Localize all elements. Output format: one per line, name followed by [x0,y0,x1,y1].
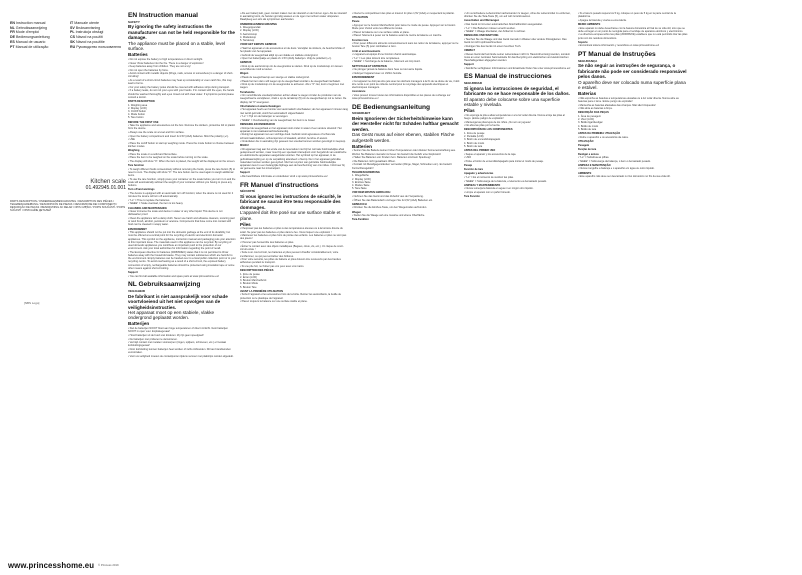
part-item: 1. Área de pesagem [578,115,601,119]
part-item: 5. Botón de tara [464,144,483,148]
body-line: • Não exponha as baterias a temperaturas elevadas ou à luz solar directa. Nunca atire as baterias para o lume. Existe perigo de explosão! [578,97,688,103]
heading-securite: SÉCURITÉ [240,189,256,194]
subheading: Desligar e avisos [578,152,599,156]
body-line: • No abra las pilas por la fuerza. [464,124,572,127]
heading-safety: SAFETY [128,19,140,24]
body-line: • Never throw batteries into the fire. There is a danger of explosion! [128,62,236,65]
lead-text-pt: Se não seguir as instruções de segurança, o fabricante não pode ser considerado responsável pelos danos. [578,63,687,80]
subheading: Uitschakelen en waarschuwingen [240,104,281,108]
section-title-de: DE Bedienungsanleitung [352,103,431,111]
body-line: • Saque el aparato y los accesorios de la caja. [464,153,572,156]
lead-text-de-2: Das Gerät muss auf einer ebenen, stabilen Fläche aufgestellt werden. [352,132,455,143]
part-item: 5. Tare button [128,116,144,120]
body-line: • Plaats het item dat u wilt wegen op de weegschaal voordat u de weegschaal inschakelt. [240,80,348,83]
part-item: 3. Ein/Aus-Taste [352,180,371,184]
body-line: • Houd batterijen uit de buurt van kinderen. Zij zijn geen speelgoed! [128,334,236,337]
subheading: Wiegen [352,210,362,214]
subheading: ANTES DA PRIMEIRA UTILIZAÇÃO [578,132,621,136]
body-line: • Este aparelho não deve ser descartado no lixo doméstico no fim da sua vida útil. [578,175,688,178]
part-item: 3. On/Off button [128,110,147,114]
subheading: BEFORE THE FIRST USE [128,120,159,124]
product-model: 01.492945.01.001 [85,184,126,191]
subheading: GEBRAUCH [352,202,367,206]
subheading: Apagado y advertencias [464,172,494,176]
body-line: • Reinig het apparaat met een vochtige doek. Gebruik nooit agressieve of schurende schoonmaakmiddelen, schuursponzen of staalwol, alcohol, benzine of aceton. [240,133,348,139]
body-line: • Avoid contact with metallic objects (Rings, nails, screws or somewhere) is a danger of short-circuiting! [128,72,236,78]
body-line: • "EEEE" = Sobrecarga da balança, o item é demasiado pesado. [578,160,688,163]
body-line: • To weigh different foods consecutively without removing the foods, press the tare button (5) to reset to zero. The display will show "0". The tare button can be used again to weigh additional items. [128,168,236,178]
subheading: ONDERDELENBESCHRIJVING [240,22,277,26]
subheading: MEDIO AMBIENTE [578,23,601,26]
body-line: • USE [128,138,236,141]
part-item: 1. Weighing area [128,103,148,107]
product-title: Kitchen scale [90,179,126,185]
body-line: • Nunca sumerja la báscula en agua ni en ningún otro líquido. [464,187,572,190]
part-item: 4. Modus-Taste [352,184,370,188]
body-line: • N'ouvrez pas l'ensemble des batteries et piles. [240,241,348,244]
body-line: • De batterijen niet proberen te demonteren. [128,338,236,341]
part-item: 4. Modusknop [240,35,256,39]
baterias-heading: Baterias [578,91,597,97]
cover-strip [0,0,126,575]
body-line: • If a battery leaks, do not rub your eyes with your hands. If in contact with the eyes, the hands should be washed thoroughly and eyes rinsed out with clear water. If symptoms persist please consult a doctor. [128,89,236,99]
subheading: Soporte [578,40,588,44]
subheading: Support [240,171,250,175]
subheading: UTILIZAÇÃO [578,139,594,143]
part-item: 3. Aan/uit-knop [240,32,257,36]
subheading: AMBIENTE [578,171,592,175]
subheading: DESCRIPTION DES PIÈCES [240,269,274,273]
subheading: ENVIRONMENT [128,227,147,231]
body-line: • "EEEE" = Waage überlastet, der Artikel ist zu schwer. [464,30,572,33]
body-line: • Vermijd contact met metalen voorwerpen (ringen, spijkers, schroeven, etc.) er bestaat kortsluitingsgevaar! [128,341,236,347]
lead-text-fr: Si vous ignorez les instructions de sécurité, le fabricant ne saurait être tenu responsable des dommages. [240,194,342,210]
subheading: Assistance [352,90,366,94]
part-item: 2. Pantalla (LCD) [464,135,484,139]
body-line: • Always use the scale on a level and firm surface. [128,131,236,134]
body-line: • This appliance should not be put into the domestic garbage at the end of its durability, but must be offered at a central point for the recycling of electric and electronic domestic appliances. This symbol on the appliance, instruction manual and packaging puts your attention to this important issue. The materials used in this appliance can be recycled. By recycling of used domestic appliances you contribute an important push to the protection of our environment. Ask your local authorities for information regarding the point of recall. [128,231,236,250]
part-item: 4. Bouton Mode [240,282,258,286]
lead-text: By ignoring the safety instructions the manufacturer can not be held responsible for the damage. [128,24,235,41]
body-line[interactable]: • Alle beschikbare informatie en onderdelen vindt u op www.princesshome.eu! [240,175,348,178]
column-en [128,12,236,567]
body-line[interactable]: • Encontrará toda la información y recambios en www.princesshome.eu! [578,44,688,47]
body-line: • Dompel de weegschaal en het apparaat nooit onder in water of een andere vloeistof. Het apparaat is niet vaatwasmachinebestendig. [240,127,348,133]
column-es-pt [578,12,688,567]
section-title-pt: PT Manual de Instruções [578,50,656,58]
body-line: • Mantenga las pilas lejos de los niños. ¡No son un juguete! [464,121,572,124]
body-line: • No exponga la pila a altas temperaturas o a la luz solar directa. Nunca arroje las pilas al fuego. ¡Existe peligro de explosión! [464,114,572,120]
subheading: VOOR HET EERSTE GEBRUIK [240,43,277,47]
heading-veiligheid: VEILIGHEID [128,288,146,293]
subheading: Função de tara [578,148,597,152]
lead-text-pt-2: O aparelho deve ser colocado numa superfície plana e estável. [578,79,686,91]
body-line: • Stellen Sie die Waage auf eine massive und ebene Oberfläche. [352,214,460,217]
batterijen-heading: Batterijen [128,321,150,327]
subheading: TEILEBESCHREIBUNG [352,170,380,174]
body-line: • "EEEE" = Sobrecarga de la báscula, el elemento es demasiado pesado. [464,180,572,183]
piles-heading: Piles [240,221,251,227]
pilas-heading: Pilas [464,108,475,114]
body-line: • Placez la balance sur une surface solide et plane. [352,31,460,34]
part-item: 5. Bouton Tare [240,285,257,289]
body-line: • "Lo" = Les piles doivent être remplacées. [352,57,460,60]
body-line: • Als een batterij lekt, geen contact maken met de vloeistof en de huid en ogen. Als de vloeistof in aanraking komt, de handen grondig wassen en de ogen met schoon water uitspoelen. Raadpleeg een arts als symptomen aanhouden. [240,12,348,22]
section-title-fr: FR Manuel d'instructions [240,181,319,189]
body-line: • Placez toujours la balance sur une surface stable et plane. [240,300,348,303]
body-line: • "Lo" = Substitua as pilhas. [578,156,688,159]
subheading: MILIEU [240,144,249,148]
lead-text-nl-2: Het apparaat moet op een stabiele, vlakke ondergrond geplaatst worden. [128,309,215,321]
subheading: CLEANING AND MAINTENANCE [128,206,167,210]
body-line: • Kontakt mit Metallgegenständen vermeiden (Ringe, Nägel, Schrauben etc.). Es besteht Kurzschlussgefahr! [352,163,460,169]
subheading: GEBRUIK [240,61,252,65]
subheading: ANTES DEL PRIMER USO [464,149,496,153]
subheading: Arrêt et avertissements [352,49,381,53]
lead-text-es-2: El aparato debe colocarse sobre una superficie estable y nivelada. [464,96,561,108]
body-line: • Voor uw veiligheid moeten de contactpunten tijdens vervoer met plakstrips worden afgedekt. [128,355,236,358]
body-line: • Cet appareil ne doit pas être jeté avec les déchets ménagers à la fin de sa durée de vie, il doit être remis à un point de collecte central pour le recyclage des appareils électriques et électroniques ménagers. [352,80,460,90]
nbs-logo: [NBS Logo] [24,301,40,305]
body-line: • Sortez l'appareil et les accessoires hors de la boîte. Retirez les autocollants, la feuille de protection ou le plastique de l'appareil. [240,293,348,299]
body-line: • "EEEE" = Overbelasting van de weegschaal, het item is te zwaar. [240,119,348,122]
subheading: DESCRIPCIÓN DE LOS COMPONENTES [464,128,513,132]
body-line: • Limpie el aparato con un paño húmedo. [464,191,572,194]
subheading: LIMPEZA E MANUTENÇÃO [578,163,611,167]
body-line: • Open the battery compartment and insert 2x1.5V (AAA) batteries. Mind the polarity (+/-). [128,135,236,138]
body-line: • Place the scale on a solid and flat surface. [128,153,236,156]
part-item: 2. Display (LCD) [128,106,147,110]
body-line: • Druk op de aan/uit-knop om de weegmodus te starten. Druk op de modusknop om tussen verschillende modi te kiezen. [240,65,348,71]
subheading: Wegen [240,72,249,76]
body-line: • Never immerse the scale and device in water or any other liquid. This device is not dishwasher proof. [128,210,236,216]
body-line: • Clean the appliance with a damp cloth. Never use harsh and abrasive cleaners, scouring pad or wool brush, alcohol, petroleum or acetone. Components that have come into contact with food can be cleaned in soapy water. [128,217,236,227]
heading-seguridad: SEGURIDAD [464,80,483,85]
part-item: 4. Botão de modo [578,124,599,128]
body-line: • "Lo" = Time to replace the batteries. [128,199,236,202]
body-line: • Nunca mergulhe a balança e o aparelho em água ou outro líquido. [578,167,688,170]
body-line: • "Lo" = Die Batterien müssen ersetzt werden. [464,27,572,30]
part-item: 2. Display (LCD) [240,29,259,33]
body-line: • Do not expose the battery to high temperatures or direct sunlight. [128,58,236,61]
part-item: 1. Wiegefläche [352,174,369,178]
body-line: • N'exposez pas les batteries et piles à des températures élevées ou à la lumière directe du soleil. Ne jetez pas les batteries et piles dans le feu. Vous risquez une explosion ! [240,227,348,233]
subheading: DESCRIÇÃO DAS PEÇAS [578,111,609,115]
body-line: • Das Gerät ist mit einer automatischen Abschaltfunktion ausgestattet. [464,23,572,26]
body-line: • L'appareil est équipé d'une fonction d'arrêt automatique. [352,53,460,56]
body-line: • "EEEE" = Surcharge de la balance, l'élément est trop lourd. [352,60,460,63]
body-line: • Este aparato no debe desecharse con la basura doméstica al final de su vida útil, sino que se debe entregar en un punto de recogida para el reciclaje de aparatos eléctricos y electrónicos. [578,27,688,33]
body-line: • Stel de batterijen NOOIT bloot aan hoge temperaturen of direct zonlicht. Gooi batterijen NOOIT in open vuur. Explosiegevaar! [128,327,236,333]
subheading: Pesaje [464,164,473,168]
part-item: 4. Botón de modo [464,141,485,145]
body-line: • Om verschillende voedselproducten achter elkaar te wegen zonder de producten van de weegschaal te verwijderen, drukt u op de tarraknop (5) om de weegschaal op nul te zetten. De display zal "0" weergeven. [240,94,348,104]
subheading: Ausschalten und Warnungen [464,19,500,23]
subheading: REINIGUNG UND WARTUNG [464,34,499,38]
body-line: • Setzen Sie die Batterie keinen hohen Temperaturen oder direkter Sonneneinstrahlung aus. Werfen Sie Batterien niemals ins Feuer. Es besteht die Gefahr einer Explosion! [352,149,460,155]
subheading: VOR DEM ERSTEN GEBRAUCH [352,191,391,195]
column-de-es [464,12,572,567]
body-line: • Placez l'élément à peser sur la balance avant de mettre la balance en marche. [352,34,460,37]
body-line: • The European directive for batteries (2006/66/EC) states that it is not permitted to throw batteries away with the household waste. They may contain substances which are harmful to the environment. Empty batteries can be handed over to a local public collection point or to your recycling centre. To avoid overheating as a result of a short-circuit, the exposed battery connectors of empty, rechargeable batteries should be protected using insulation tape or some other means against short-circuiting. [128,251,236,270]
body-line[interactable]: • Vous pouvez trouver toutes les informations disponibles et les pièces de rechange sur www.princesshome.eu ! [352,94,460,100]
copyright: © Princess 2019 [98,563,119,567]
subheading: Support [464,63,474,67]
lead-text-nl: De fabrikant is niet aansprakelijk voor schade voortvloeiend uit het niet opvolgen van de veiligheidsinstructies. [128,293,228,310]
section-title-nl: NL Gebruiksaanwijzing [128,281,201,289]
body-line[interactable]: • Sämtliche verfügbaren Informationen und Ersatzteile finden Sie unter www.princesshome.eu! [464,67,572,70]
body-line: • Si el tara lo pesado supera los 5 kg, coloque un peso de 5 kg en la parte central de la plataforma. [578,12,688,18]
subheading: Fonction tare [352,38,369,42]
column-nl-fr [240,12,348,567]
body-line: • Pour peser différents aliments consécutivement sans les retirer de la balance, appuyez sur le bouton Tare (5) pour réinitialiser à zéro. [352,42,460,48]
body-line: • For your safety the battery poles should be covered with adhesive strips during transport. [128,86,236,89]
body-line: • Reinigen Sie das Gerät mit einem feuchten Tuch. [464,45,572,48]
subheading: NETTOYAGE ET ENTRETIEN [352,64,387,68]
part-item: 2. Visor (LCD) [578,118,595,122]
part-item: 5. Tarraknop [240,39,255,43]
subheading: Turn off and warnings [128,188,155,192]
subheading: Tara-Funktion [352,218,369,222]
part-item: 3. Botón de encendido/apagado [464,138,501,142]
body-line: • Open het batterijvakje en plaats 2x 1.5V (AAA) batterijen. Volg de polariteit (+/-). [240,57,348,60]
lead-text-es: Si ignora las instrucciones de seguridad, el fabricante no se hace responsable de los daños. [464,85,570,97]
body-line: • Keep batteries away from children. They are not a toy! [128,65,236,68]
subheading: ENVIRONNEMENT [352,75,375,79]
part-item: 3. Bouton Marche/Arrêt [240,279,267,283]
heading-sicherheit: SICHERHEIT [352,111,371,116]
body-line: • Öffnen Sie das Batteriefach und legen Sie 2x1,5V (AAA) Batterien ein. [352,199,460,202]
body-line: • Appuyez sur le bouton Marche/Arrêt pour lancer le mode de pesée. Appuyez sur le bouton Mode pour choisir entre les différents modes. [352,24,460,30]
part-item: 2. Display (LCD) [352,177,371,181]
body-line: • As a result of a short-circuit batteries may heat up considerably or even catch fire, this may lead to burns. [128,79,236,85]
language-index: EN Instruction manual IT Manuale utente NL Gebruiksaanwijzing SV Bruksanvisning FR Mode d'emploi PL Instrukcja obsługi DE Bedienungsanleitung CS Návod na použití ES Manual de usuario SK Návod na použitie PT Manual de utilização RU Руководство пользователя [10,21,121,49]
batteries-heading: Batteries [128,52,148,58]
part-item: 2. Écran (LCD) [240,276,257,280]
part-item: 1. Weegoppervlak [240,26,261,30]
subheading: Support [128,271,138,275]
body-line: • Onderdelen die in aanraking zijn geweest met voedsel kunnen worden gereinigd in zeepsop. [240,140,348,143]
body-line: • Maintenez les batteries et piles hors de portée des enfants. Les batteries et piles ne sont pas des jouets ! [240,234,348,240]
body-line: • Não abra as baterias à força. [578,107,688,110]
part-item: 1. Zona de pesaje [464,132,485,136]
body-line: • Mantenha as baterias afastadas das crianças. Não são brinquedos! [578,104,688,107]
body-line: • Dieses Gerät darf am Ende seiner Lebensdauer nicht im Hausmüll entsorgt werden, sondern muss an einer zentralen Sammelstelle für das Recycling von elektrischen und elektronischen Haushaltsgeräten abgegeben werden. [464,53,572,63]
body-line: • Nettoyez l'appareil avec un chiffon humide. [352,72,460,75]
parts-note: PARTS DESCRIPTION / ONDERDELENBESCHRIJVING / DESCRIPTION DES PIÈCES / TEILEBESCHREIBUNG / DESCRIPCIÓN DE PIEZAS / DESCRIZIONE DEI COMPONENTI / DESCRIÇÃO DE PEÇAS / BESKRIVNING AV DELAR / OPIS CZĘŚCI / POPIS SOUČÁSTÍ / POPIS SÚČASTÍ / ОПИСАНИЕ ДЕТАЛЕЙ [10,200,126,213]
section-title-es: ES Manual de instrucciones [464,73,552,81]
subheading: PARTS DESCRIPTION [128,100,155,104]
body-line: • Plaats de weegschaal op een stevige en vlakke ondergrond. [240,76,348,79]
body-line: • Het apparaat heeft een functie voor automatisch uitschakelen; als het apparaat 2 minuten lang niet wordt gebruikt, wordt het automatisch uitgeschakeld. [240,108,348,114]
heading-seguranca: SEGURANÇA [578,58,598,63]
body-line: • Ne plongez jamais la balance dans l'eau ou tout autre liquide. [352,68,460,71]
body-line: • Die Batterien nicht gewaltsam öffnen. [352,160,460,163]
body-line: • Um verschiedene Lebensmittel nacheinander zu wiegen, ohne die Lebensmittel zu entfernen, drücken Sie die Tara-Taste (5), um auf null zurückzusetzen. [464,12,572,18]
body-line: • Retire o aparelho e os acessórios da caixa. [578,136,688,139]
subheading: Weighing [128,149,140,153]
body-line: • "EEEE" = Scale overload, the item is too heavy. [128,202,236,205]
body-line: • Haal het apparaat en de accessoires uit de doos. Verwijder de stickers, de beschermfolie of het plastic van het apparaat. [240,47,348,53]
body-line: • Place the on/off button to start up weighing mode. Press the mode button to choose between kitchen modes. [128,142,236,148]
lead-text-de: Beim Ignorieren der Sicherheitshinweise kann der Hersteller nicht für Schäden haftbar gemacht werden. [352,116,459,132]
subheading: Pesée [352,20,360,24]
body-line: • To use the tare function, simply press your container on the scale before you turn it on and the scale will automatically subtract the weight of your container without you having to press any buttons. [128,178,236,188]
subheading: LIMPIEZA Y MANTENIMIENTO [464,183,501,187]
body-line: • The display will show "0". When the item is placed, the weight will be displayed on the screen. [128,160,236,163]
body-line: • USO [464,156,572,159]
body-line: • Druk op de modusknop om de weegmodus te activeren. Als u "0" ziet, kunt u beginnen met wegen. [240,83,348,89]
part-item: 1. Zone de pesée [240,272,260,276]
part-item: 4. Mode button [128,113,145,117]
subheading: UTILISATION [352,16,368,20]
lead-text-fr-2: L'appareil doit être posé sur une surface stable et plane. [240,210,341,221]
section-title-en: EN Instruction manual [128,12,198,19]
subheading: Tarrafunctie [240,90,255,94]
batterien-heading: Batterien [352,143,372,149]
body-line: • Gebruik de weegschaal altijd op een vlakke en stabiele ondergrond. [240,54,348,57]
body-line: • Dit apparaat mag aan het einde van de levensduur niet bij het normale huishoudelijke afval gedeponeerd worden, maar moet bij een speciaal inzamelpunt voor hergebruik van elektrische en elektronische apparaten aangeboden worden. Het symbool op het apparaat, in de gebruiksaanwijzing en op de verpakking attendeert u hierop. De in het apparaat gebruikte materialen kunnen worden gerecycled. Met het recyclen van gebruikte huishoudelijke apparaten levert u een belangrijke bijdrage aan de bescherming van ons milieu. Informeer bij uw gemeente naar het inzamelpunt. [240,148,348,170]
subheading: Función de tara [464,168,483,172]
subheading: UMWELT [464,48,475,52]
part-item: 5. Tara-Taste [352,187,367,191]
body-line: • La directiva europea sobre las pilas (2006/66/CE) establece que no está permitido tirar las pilas junto con los residuos domésticos. [578,33,688,39]
body-line: • Si une pile fuit, ne frottez pas vos yeux avec vos mains. [240,265,348,268]
product-meta [80,180,126,191]
part-item: 5. Botão de tara [578,127,597,131]
body-line: • "Lo" = Es el momento de sustituir las pilas. [464,176,572,179]
body-line: • Pour votre sécurité, les pôles de batterie et piles doivent être recouverts par des bandes adhésives pendant le transport. [240,258,348,264]
body-line: • Door kortsluiting kunnen batterijen heet worden of zelfs ontbranden. Dit kan brandwonden veroorzaken. [128,348,236,354]
body-line: • Drücken Sie die Ein/Aus-Taste, um den Wiegemodus aufzurufen. [352,206,460,209]
lead-text-2: The appliance must be placed on a stable, level surface. [128,40,226,52]
body-line: • Place the item to be weighed on the scale before turning on the scale. [128,156,236,159]
column-fr-de [352,12,460,567]
body-line: • Suite à un court-circuit, les batteries et piles peuvent chauffer considérablement, voire s'enflammer, ce qui peut entraîner des brûlures. [240,251,348,257]
body-line: • The device is equipped with an automatic turn off function; when the device is not used for 2 minutes the device will turn off automatically. [128,192,236,198]
body-line: • Évitez le contact avec des objets métalliques (Bagues, clous, vis, etc.). Un risque de court-circuit existe ! [240,245,348,251]
body-line: • Ouvrez le compartiment des piles et insérez 2x piles 1,5V (AAA) en respectant la polarité. [352,12,460,15]
body-line: • Pulse el botón de encendido/apagado para iniciar el modo de pesaje. [464,160,572,163]
body-line: • Tauchen Sie die Waage und das Gerät niemals in Wasser oder andere Flüssigkeiten. Das Gerät ist nicht spülmaschinenfest. [464,38,572,44]
subheading: Tara Función [464,195,480,199]
subheading: Tare function [128,164,144,168]
website-url[interactable]: www.princesshome.eu [8,561,95,570]
subheading: AVANT LA PREMIÈRE UTILISATION [240,289,283,293]
body-line[interactable]: • You can find all available information and spare parts at www.princesshome.eu! [128,275,236,278]
body-line: • Halten Sie Batterien von Kindern fern. Batterien sind kein Spielzeug! [352,156,460,159]
part-item: 3. Botão ligar/desligar [578,121,603,125]
body-line: • Nehmen Sie das Gerät und das Zubehör aus der Verpackung. [352,195,460,198]
subheading: Pesagem [578,144,590,148]
body-line: • Apague la báscula y vuelva a encenderla. [578,19,688,22]
subheading: REINIGING EN ONDERHOUD [240,122,275,126]
body-line: • Do not open the batteries by force. [128,69,236,72]
body-line: • "Lo" = Tijd om de batterijen te vervangen. [240,115,348,118]
body-line: • Take the appliance and accessories out the box. Remove the stickers, protective foil or plastic from the device. [128,124,236,130]
